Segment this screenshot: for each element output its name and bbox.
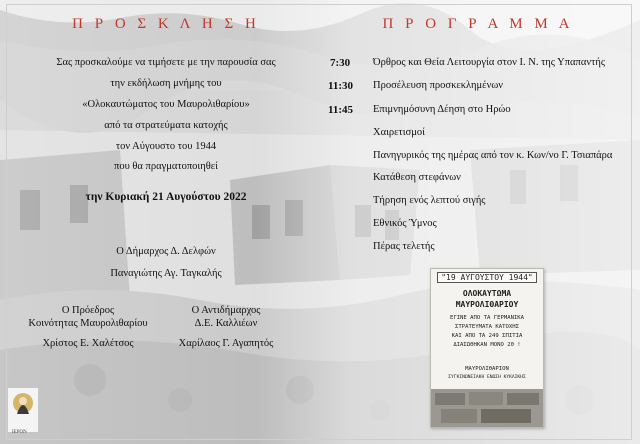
invitation-heading: Π Ρ Ο Σ Κ Λ Η Σ Η	[72, 16, 260, 32]
president-name: Χρίστος Ε. Χαλέτσος	[42, 338, 134, 349]
plaque-body-3: ΚΑΙ ΑΠΟ ΤΑ 249 ΣΠΙΤΙΑ	[451, 333, 523, 339]
logo-caption: ΙΕΡΟΝ	[12, 430, 27, 435]
programme-item-1: Όρθρος και Θεία Λειτουργία στον Ι. Ν. της Υπαπαντής	[373, 57, 605, 68]
president-title-2: Κοινότητας Μαυρολιθαρίου	[28, 318, 148, 329]
plaque-stones	[431, 389, 543, 427]
programme-item-4: Χαιρετισμοί	[373, 127, 425, 138]
deputy-mayor-title-1: Ο Αντιδήμαρχος	[191, 305, 261, 316]
event-date: την Κυριακή 21 Αυγούστου 2022	[85, 191, 247, 203]
invitation-line-2: την εκδήλωση μνήμης του	[110, 78, 222, 89]
invitation-line-1: Σας προσκαλούμε να τιμήσετε με την παρουσία σας	[56, 57, 276, 68]
programme-time-1: 7:30	[330, 57, 351, 69]
invitation-line-5: τον Αύγουστο του 1944	[115, 141, 217, 152]
programme-time-2: 11:30	[328, 80, 354, 92]
programme-item-2: Προσέλευση προσκεκλημένων	[373, 80, 503, 91]
plaque-body-2: ΣΤΡΑΤΕΥΜΑΤΑ ΚΑΤΟΧΗΣ	[455, 324, 519, 330]
plaque-date: "19 ΑΥΓΟΥΣΤΟΥ 1944"	[437, 272, 537, 283]
memorial-plaque	[430, 268, 544, 428]
programme-item-5: Πανηγυρικός της ημέρας από τον κ. Κων/νο Γ. Τσιαπάρα	[373, 150, 613, 161]
deputy-mayor-name: Χαρίλαος Γ. Αγαπητός	[178, 338, 274, 349]
mayor-title: Ο Δήμαρχος Δ. Δελφών	[116, 246, 216, 257]
programme-item-8: Εθνικός Ύμνος	[373, 218, 437, 229]
programme-time-3: 11:45	[328, 104, 354, 116]
invitation-line-4: από τα στρατεύματα κατοχής	[104, 120, 228, 131]
programme-item-7: Τήρηση ενός λεπτού σιγής	[373, 195, 486, 206]
mayor-name: Παναγιώτης Αγ. Ταγκαλής	[110, 268, 222, 279]
programme-item-9: Πέρας τελετής	[373, 241, 435, 252]
invitation-line-3: «Ολοκαυτώματος του Μαυρολιθαρίου»	[82, 99, 250, 110]
plaque-body-1: ΕΓΙΝΕ ΑΠΟ ΤΑ ΓΕΡΜΑΝΙΚΑ	[449, 315, 525, 321]
plaque-footer-1: ΜΑΥΡΟΛΙΘΑΡΙΟΝ	[465, 366, 509, 372]
programme-item-3: Επιμνημόσυνη Δέηση στο Ηρώο	[373, 104, 511, 115]
invitation-line-6: που θα πραγματοποιηθεί	[114, 161, 218, 172]
programme-heading: Π Ρ Ο Γ Ρ Α Μ Μ Α	[382, 16, 574, 32]
president-title-1: Ο Πρόεδρος	[61, 305, 115, 316]
plaque-title-2: ΜΑΥΡΟΛΙΘΑΡΙΟΥ	[455, 300, 519, 309]
plaque-title-1: ΟΛΟΚΑΥΤΩΜΑ	[462, 289, 512, 298]
plaque-footer-2: ΣΥΓΚΙΝΩΝΕΙΑΚΗ ΕΝΩΣΗ ΚΥΚΛΙΚΗΣ	[448, 375, 526, 380]
deputy-mayor-title-2: Δ.Ε. Καλλιέων	[194, 318, 258, 329]
plaque-body-4: ΔΙΑΣΩΘΗΚΑΝ ΜΟΝΟ 20 !	[453, 342, 521, 348]
programme-item-6: Κατάθεση στεφάνων	[373, 172, 461, 183]
organisation-logo	[8, 388, 38, 432]
